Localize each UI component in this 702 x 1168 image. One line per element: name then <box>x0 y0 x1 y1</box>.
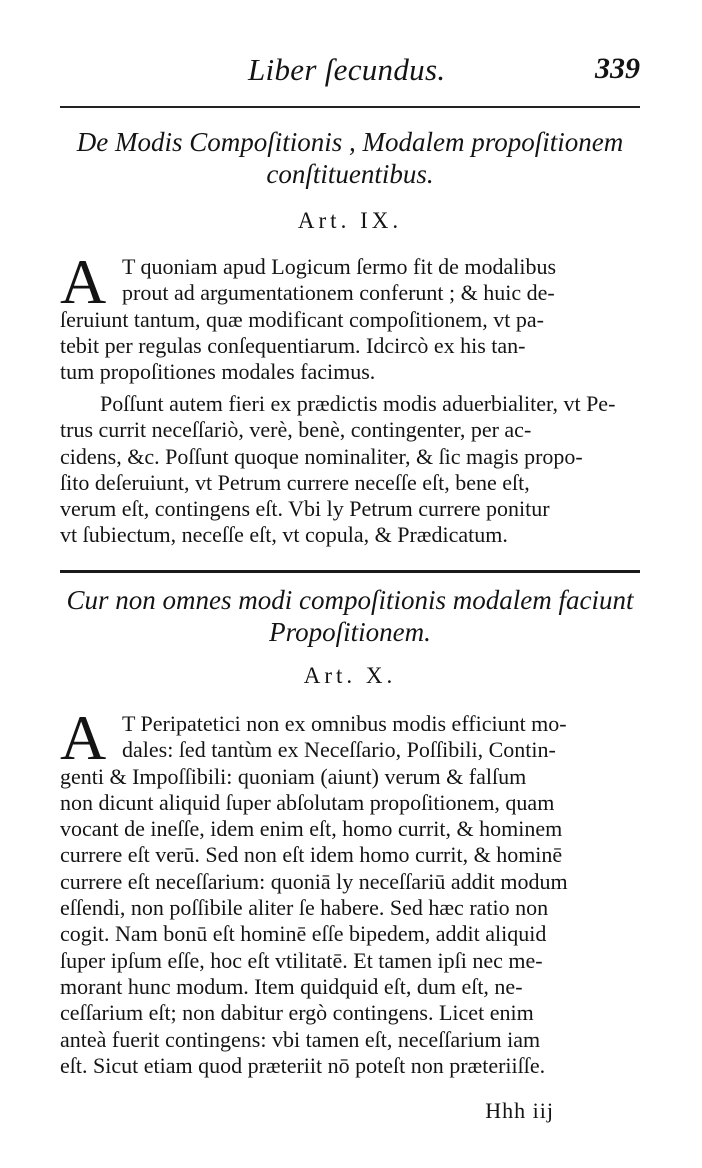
section-heading-art-x <box>60 584 640 648</box>
text-line: currere eſt neceſſarium: quoniā ly neceſſariū addit modum <box>60 868 568 894</box>
text-line: currere eſt verū. Sed non eſt idem homo currit, & hominē <box>60 842 563 868</box>
text-line: cidens, &c. Poſſunt quoque nominaliter, & ſic magis propo- <box>60 443 583 469</box>
text-line: ceſſarium eſt; non dabitur ergò contingens. Licet enim <box>60 1000 534 1026</box>
text-line: ſuper ipſum eſſe, hoc eſt vtilitatē. Et tamen ipſi nec me- <box>60 947 543 973</box>
article-number-ix: Art. IX. <box>297 208 403 233</box>
text-line: T Peripatetici non ex omnibus modis efficiunt mo- <box>122 711 567 736</box>
text-line: eſt. Sicut etiam quod præteriit nō poteſt non præteriiſſe. <box>60 1052 546 1078</box>
text-line: prout ad argumentationem conferunt ; & huic de- <box>122 280 555 306</box>
paragraph-art-x <box>60 702 638 1079</box>
drop-cap: A <box>60 702 107 773</box>
drop-cap: A <box>60 246 107 317</box>
section-divider-rule <box>60 570 640 573</box>
text-line: tebit per regulas conſequentiarum. Idcircò ex his tan- <box>60 332 526 358</box>
text-line: genti & Impoſſibili: quoniam (aiunt) verum & falſum <box>60 763 527 789</box>
section-heading-art-ix <box>60 126 640 190</box>
text-line: anteà fuerit contingens: vbi tamen eſt, neceſſarium iam <box>60 1026 541 1052</box>
text-line: ſeruiunt tantum, quæ modificant compoſitionem, vt pa- <box>60 306 544 332</box>
heading-line: Propoſitionem. <box>269 617 431 647</box>
running-head <box>0 52 702 92</box>
text-line: morant hunc modum. Item quidquid eſt, dum eſt, ne- <box>60 973 523 999</box>
heading-line: conſtituentibus. <box>266 159 434 189</box>
article-number-x: Art. X. <box>303 663 397 688</box>
catchword-signature: Hhh iij <box>485 1098 554 1123</box>
page-number: 339 <box>595 52 640 85</box>
running-title: Liber ſecundus. <box>248 52 446 87</box>
text-line: ſito deſeruiunt, vt Petrum currere neceſſe eſt, bene eſt, <box>60 469 530 495</box>
text-line: vocant de ineſſe, idem enim eſt, homo currit, & hominem <box>60 816 563 842</box>
paragraph-art-ix-1 <box>60 246 638 385</box>
text-line: tum propoſitiones modales facimus. <box>60 359 376 385</box>
header-rule <box>60 106 640 108</box>
text-line: vt ſubiectum, neceſſe eſt, vt copula, & Prædicatum. <box>60 522 508 548</box>
text-line: verum eſt, contingens eſt. Vbi ly Petrum currere ponitur <box>60 496 550 522</box>
paragraph-art-ix-2 <box>60 391 638 549</box>
text-line: eſſendi, non poſſibile aliter ſe habere. Sed hæc ratio non <box>60 895 549 921</box>
text-line: T quoniam apud Logicum ſermo fit de modalibus <box>122 254 557 279</box>
text-line: trus currit neceſſariò, verè, benè, contingenter, per ac- <box>60 417 532 443</box>
text-line: dales: ſed tantùm ex Neceſſario, Poſſibili, Contin- <box>122 737 556 763</box>
heading-line: De Modis Compoſitionis , Modalem propoſitionem <box>76 127 624 157</box>
heading-line: Cur non omnes modi compoſitionis modalem faciunt <box>66 585 634 615</box>
text-line: Poſſunt autem fieri ex prædictis modis aduerbialiter, vt Pe- <box>100 391 616 416</box>
text-line: cogit. Nam bonū eſt hominē eſſe bipedem, addit aliquid <box>60 921 547 947</box>
text-line: non dicunt aliquid ſuper abſolutam propoſitionem, quam <box>60 789 555 815</box>
